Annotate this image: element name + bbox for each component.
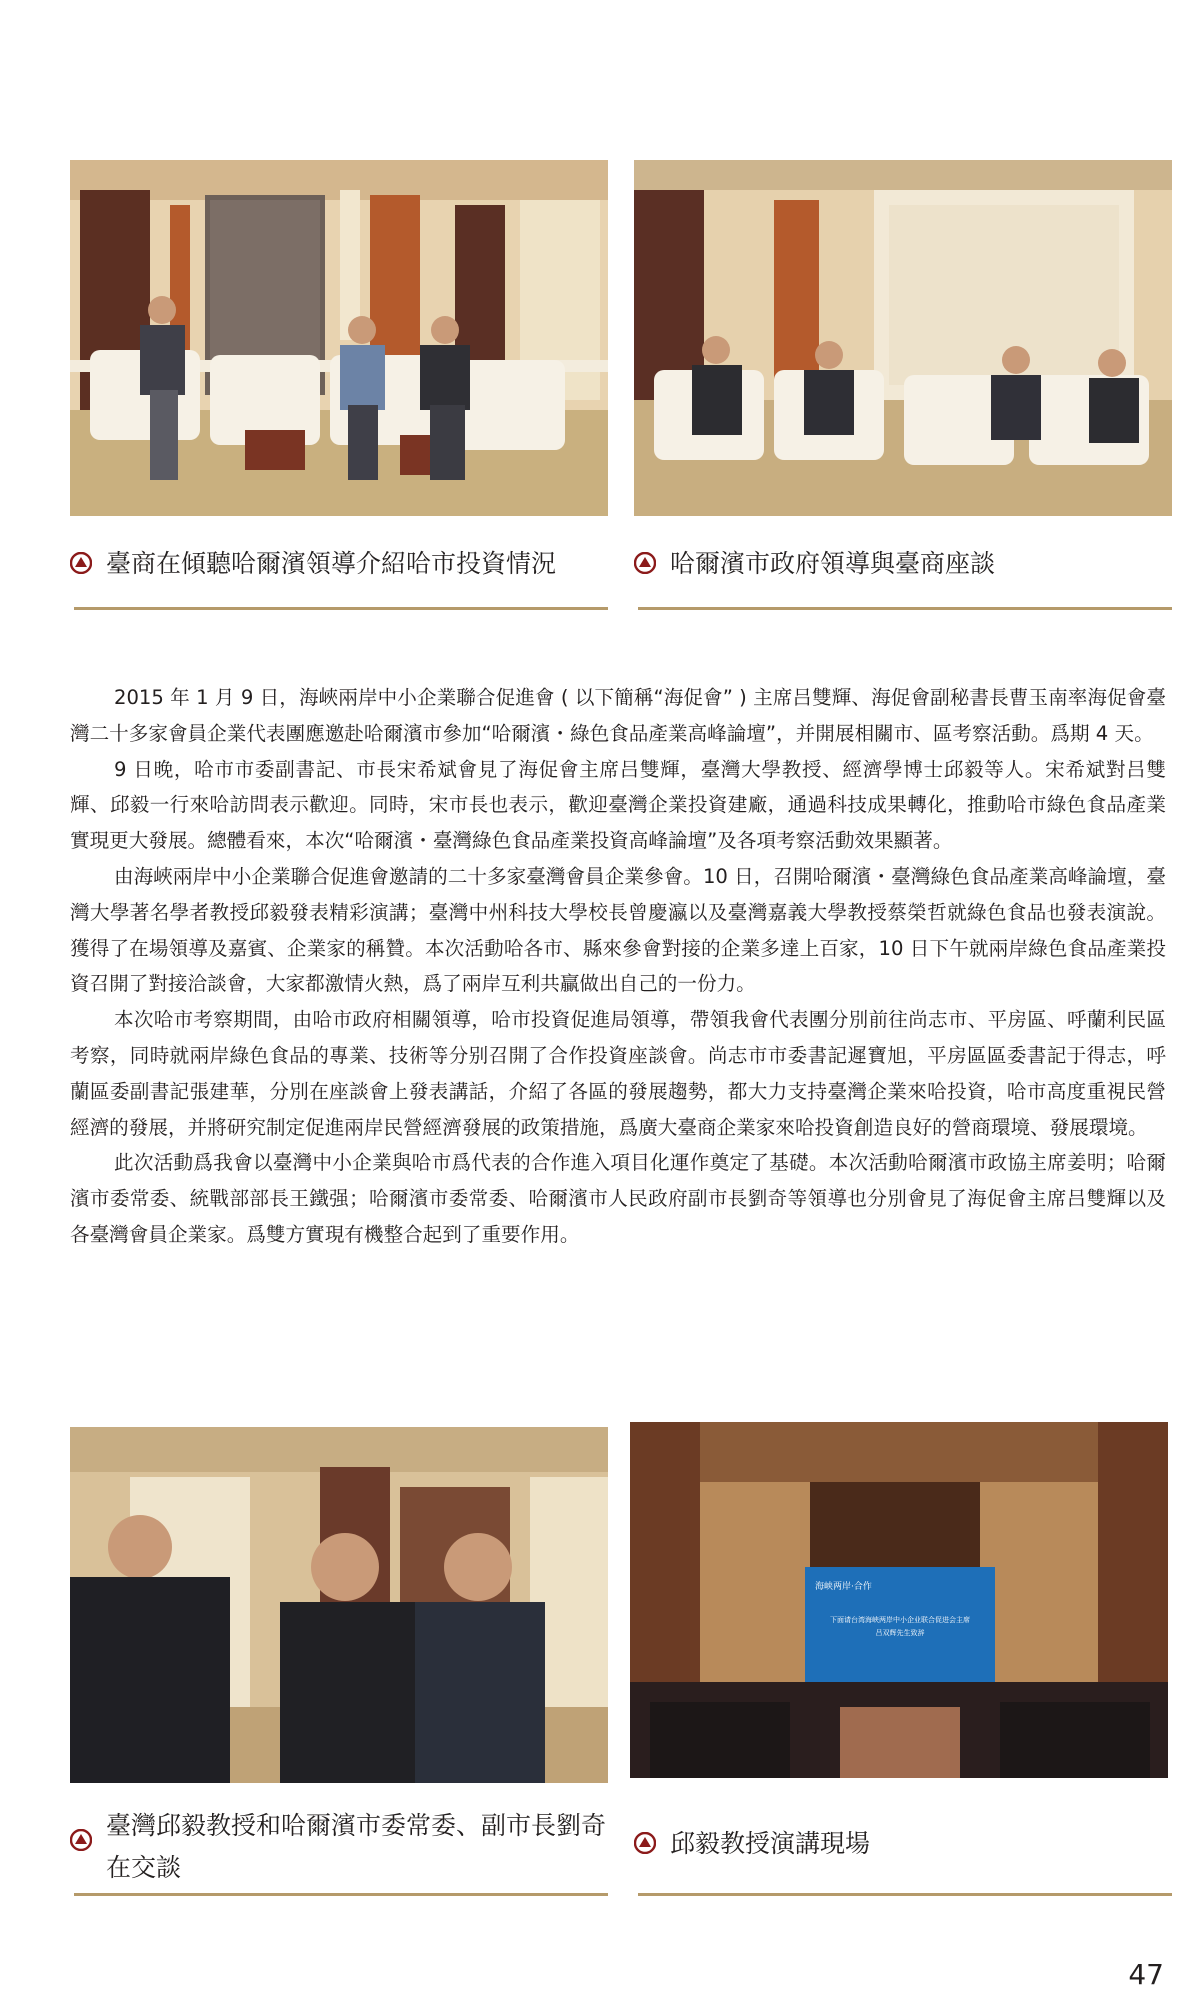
caption-text: 臺灣邱毅教授和哈爾濱市委常委、副市長劉奇在交談 bbox=[106, 1811, 607, 1882]
photo-lecture-hall bbox=[630, 1422, 1168, 1778]
photo-professor-conversation bbox=[70, 1427, 608, 1783]
screen-title-line: 下面请台湾海峡两岸中小企业联合促进会主席 bbox=[830, 1616, 970, 1624]
screen-title-line: 吕双辉先生致辞 bbox=[875, 1629, 925, 1637]
page-number: 47 bbox=[1128, 1958, 1164, 1991]
article-paragraph: 9 日晚，哈市市委副書記、市長宋希斌會見了海促會主席吕雙輝，臺灣大學教授、經濟學博士邱毅等人。宋希斌對吕雙輝、邱毅一行來哈訪問表示歡迎。同時，宋市長也表示，歡迎臺灣企業投資建廠，通過科技成果轉化，推動哈市綠色食品產業實現更大發展。總體看來，本次“哈爾濱・臺灣綠色食品產業投資高峰論壇”及各項考察活動效果顯著。 bbox=[70, 757, 1166, 853]
caption-divider bbox=[638, 607, 1172, 610]
caption-text: 邱毅教授演講現場 bbox=[670, 1829, 871, 1858]
caption-divider bbox=[638, 1893, 1172, 1896]
photo-government-meeting bbox=[634, 160, 1172, 516]
triangle-bullet-icon bbox=[634, 1832, 656, 1854]
triangle-bullet-icon bbox=[70, 1829, 92, 1851]
caption-investment-briefing bbox=[70, 546, 608, 582]
caption-divider bbox=[74, 607, 608, 610]
caption-divider bbox=[74, 1893, 608, 1896]
caption-government-meeting bbox=[634, 546, 1172, 582]
article-paragraph: 2015 年 1 月 9 日，海峽兩岸中小企業聯合促進會 ( 以下簡稱“海促會” ) 主席吕雙輝、海促會副秘書長曹玉南率海促會臺灣二十多家會員企業代表團應邀赴哈爾濱市參加“哈爾濱・綠色食品產業高峰論壇”，并開展相關市、區考察活動。爲期 4 天。 bbox=[70, 686, 1166, 745]
photo-investment-briefing bbox=[70, 160, 608, 516]
article-paragraph: 此次活動爲我會以臺灣中小企業與哈市爲代表的合作進入項目化運作奠定了基礎。本次活動哈爾濱市政協主席姜明；哈爾濱市委常委、統戰部部長王鐵强；哈爾濱市委常委、哈爾濱市人民政府副市長劉奇等領導也分別會見了海促會主席吕雙輝以及各臺灣會員企業家。爲雙方實現有機整合起到了重要作用。 bbox=[70, 1151, 1166, 1246]
caption-text: 哈爾濱市政府領導與臺商座談 bbox=[670, 549, 996, 578]
caption-lecture-hall bbox=[634, 1826, 1172, 1862]
article-body bbox=[70, 680, 1166, 1253]
article-paragraph: 本次哈市考察期間，由哈市政府相關領導，哈市投資促進局領導，帶領我會代表團分別前往尚志市、平房區、呼蘭利民區考察，同時就兩岸綠色食品的專業、技術等分别召開了合作投資座談會。尚志市市委書記遲寶旭，平房區區委書記于得志，呼蘭區委副書記張建華，分別在座談會上發表講話，介紹了各區的發展趨勢，都大力支持臺灣企業來哈投資，哈市高度重視民營經濟的發展，并將研究制定促進兩岸民營經濟發展的政策措施，爲廣大臺商企業家來哈投資創造良好的營商環境、發展環境。 bbox=[70, 1008, 1166, 1139]
caption-professor-conversation bbox=[70, 1805, 608, 1889]
triangle-bullet-icon bbox=[70, 552, 92, 574]
caption-text: 臺商在傾聽哈爾濱領導介紹哈市投資情況 bbox=[106, 549, 557, 578]
article-paragraph: 由海峽兩岸中小企業聯合促進會邀請的二十多家臺灣會員企業參會。10 日，召開哈爾濱・臺灣綠色食品產業高峰論壇，臺灣大學著名學者教授邱毅發表精彩演講；臺灣中州科技大學校長曾慶瀛以及臺灣嘉義大學教授蔡榮哲就綠色食品也發表演說。獲得了在場領導及嘉賓、企業家的稱贊。本次活動哈各市、縣來參會對接的企業多達上百家，10 日下午就兩岸綠色食品產業投資召開了對接洽談會，大家都激情火熱，爲了兩岸互利共贏做出自己的一份力。 bbox=[70, 864, 1166, 996]
triangle-bullet-icon bbox=[634, 552, 656, 574]
screen-logo-text: 海峡两岸·合作 bbox=[815, 1582, 872, 1592]
